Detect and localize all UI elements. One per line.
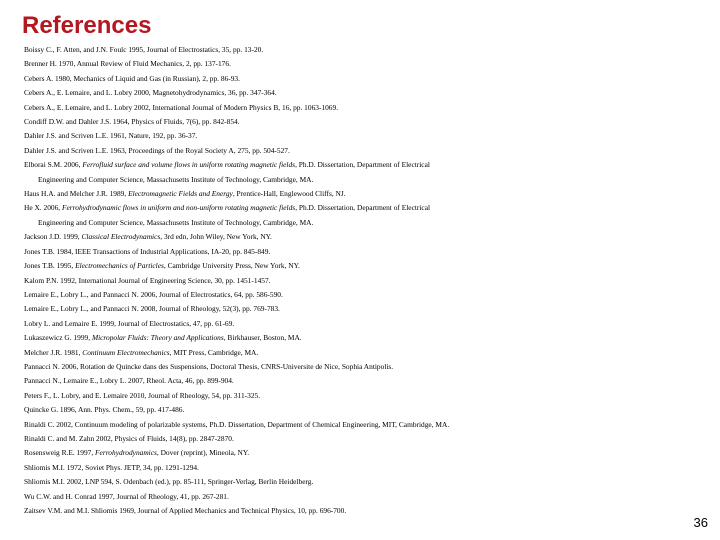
reference-item [24,490,684,504]
reference-text: Lukaszewicz G. 1999, [24,333,92,343]
reference-title: Classical Electrodynamics [81,232,161,242]
reference-details: , Ph.D. Dissertation, Department of Electrical [295,160,430,170]
reference-text: Melcher J.R. 1981, [24,347,83,357]
reference-text: Lemaire E., Lobry L., and Pannacci N. 2006, Journal of Electrostatics, 64, pp. 586-590. [24,289,283,299]
reference-item [24,302,684,316]
reference-details: , Cambridge University Press, New York, NY. [163,261,300,271]
reference-text: Haus H.A. and Melcher J.R. 1989, [24,189,129,199]
reference-item [24,101,684,115]
reference-text: Brenner H. 1970, Annual Review of Fluid Mechanics, 2, pp. 137-176. [24,59,231,69]
reference-text: Rosensweig R.E. 1997, [24,448,96,458]
reference-item [24,274,684,288]
reference-text: Dahler J.S. and Scriven L.E. 1961, Nature, 192, pp. 36-37. [24,131,198,141]
reference-text: Jones T.B. 1995, [24,261,76,271]
reference-text: Dahler J.S. and Scriven L.E. 1963, Proceedings of the Royal Society A, 275, pp. 504-527. [24,145,290,155]
reference-details: , MIT Press, Cambridge, MA. [169,347,259,357]
reference-text: Cebers A., E. Lemaire, and L. Lobry 2000, Magnetohydrodynamics, 36, pp. 347-364. [24,88,277,98]
reference-details: , Prentice-Hall, Englewood Cliffs, NJ. [232,189,346,199]
reference-item [24,504,684,518]
reference-text: Pannacci N., Lemaire E., Lobry L. 2007, Rheol. Acta, 46, pp. 899-904. [24,376,234,386]
reference-text: Cebers A. 1980, Mechanics of Liquid and Gas (in Russian), 2, pp. 86-93. [24,73,240,83]
reference-title: Continuum Electromechanics [82,347,170,357]
reference-item [24,245,684,259]
reference-text: He X. 2006, [24,203,62,213]
reference-text: Pannacci N. 2006, Rotation de Quincke dans des Suspensions, Doctoral Thesis, CNRS-Universite de Nice, Sophia Antipolis. [24,361,394,371]
reference-text: Rinaldi C. 2002, Continuum modeling of polarizable systems, Ph.D. Dissertation, Department of Chemical Engineering, MIT, Cambridge, MA. [24,419,450,429]
reference-item [24,317,684,331]
reference-title: Electromechanics of Particles [75,261,164,271]
reference-item [24,331,684,345]
reference-item [24,389,684,403]
reference-text: Elborai S.M. 2006, [24,160,83,170]
reference-item [24,418,684,432]
reference-title: Electromagnetic Fields and Energy [128,189,233,199]
reference-item [24,259,684,273]
reference-item [24,72,684,86]
reference-item [24,129,684,143]
reference-text: Boissy C., F. Atten, and J.N. Foulc 1995, Journal of Electrostatics, 35, pp. 13-20. [24,45,264,54]
reference-text: Shliomis M.I. 2002, LNP 594, S. Odenbach (ed.), pp. 85-111, Springer-Verlag, Berlin Heidelberg. [24,477,314,487]
reference-item [24,230,684,244]
reference-text: Quincke G. 1896, Ann. Phys. Chem., 59, pp. 417-486. [24,405,185,415]
reference-item [24,475,684,489]
reference-details: , Ph.D. Dissertation, Department of Electrical [295,203,431,213]
reference-text: Shliomis M.I. 1972, Soviet Phys. JETP, 34, pp. 1291-1294. [24,462,199,472]
reference-item [24,86,684,100]
reference-text: Jackson J.D. 1999, [24,232,82,242]
reference-text: Zaitsev V.M. and M.I. Shliomis 1969, Journal of Applied Mechanics and Technical Physics, 10, pp. 696-700. [24,506,347,515]
reference-item [24,187,684,201]
reference-details: , 3rd edn, John Wiley, New York, NY. [160,232,272,242]
reference-item [24,360,684,374]
page-title: References [22,12,152,39]
reference-item [24,201,684,230]
reference-item [24,346,684,360]
reference-details: , Dover (reprint), Mineola, NY. [156,448,250,458]
reference-item [24,57,684,71]
reference-text: Lemaire E., Lobry L., and Pannacci N. 2008, Journal of Rheology, 52(3), pp. 769-783. [24,304,280,314]
reference-text: Rinaldi C. and M. Zahn 2002, Physics of Fluids, 14(8), pp. 2847-2870. [24,433,234,443]
reference-continuation: Engineering and Computer Science, Massachusetts Institute of Technology, Cambridge, MA. [38,174,314,184]
reference-item [24,446,684,460]
reference-title: Ferrohydrodynamic flows in uniform and non-uniform rotating magnetic fields [61,203,296,213]
reference-item [24,43,684,57]
reference-item [24,158,684,187]
page-number: 36 [693,515,708,530]
reference-item [24,374,684,388]
reference-text: Cebers A., E. Lemaire, and L. Lobry 2002, International Journal of Modern Physics B, 16, pp. 1063-1069. [24,102,339,112]
reference-text: Kalom P.N. 1992, International Journal of Engineering Science, 30, pp. 1451-1457. [24,275,271,285]
reference-item [24,461,684,475]
reference-continuation: Engineering and Computer Science, Massachusetts Institute of Technology, Cambridge, MA. [38,217,314,227]
reference-item [24,115,684,129]
reference-text: Jones T.B. 1984, IEEE Transactions of Industrial Applications, IA-20, pp. 845-849. [24,246,271,256]
reference-title: Ferrohydrodynamics [95,448,157,458]
reference-item [24,403,684,417]
reference-text: Wu C.W. and H. Conrad 1997, Journal of Rheology, 41, pp. 267-281. [24,491,229,501]
reference-list [24,43,684,518]
reference-title: Ferrofluid surface and volume flows in uniform rotating magnetic fields [82,160,296,170]
reference-text: Condiff D.W. and Dahler J.S. 1964, Physics of Fluids, 7(6), pp. 842-854. [24,117,240,127]
reference-details: , Birkhauser, Boston, MA. [223,333,302,343]
reference-item [24,432,684,446]
reference-text: Lobry L. and Lemaire E. 1999, Journal of Electrostatics, 47, pp. 61-69. [24,318,235,328]
reference-text: Peters F., L. Lobry, and E. Lemaire 2010, Journal of Rheology, 54, pp. 311-325. [24,390,261,400]
reference-item [24,288,684,302]
reference-title: Micropolar Fluids: Theory and Applications [91,333,224,343]
reference-item [24,144,684,158]
